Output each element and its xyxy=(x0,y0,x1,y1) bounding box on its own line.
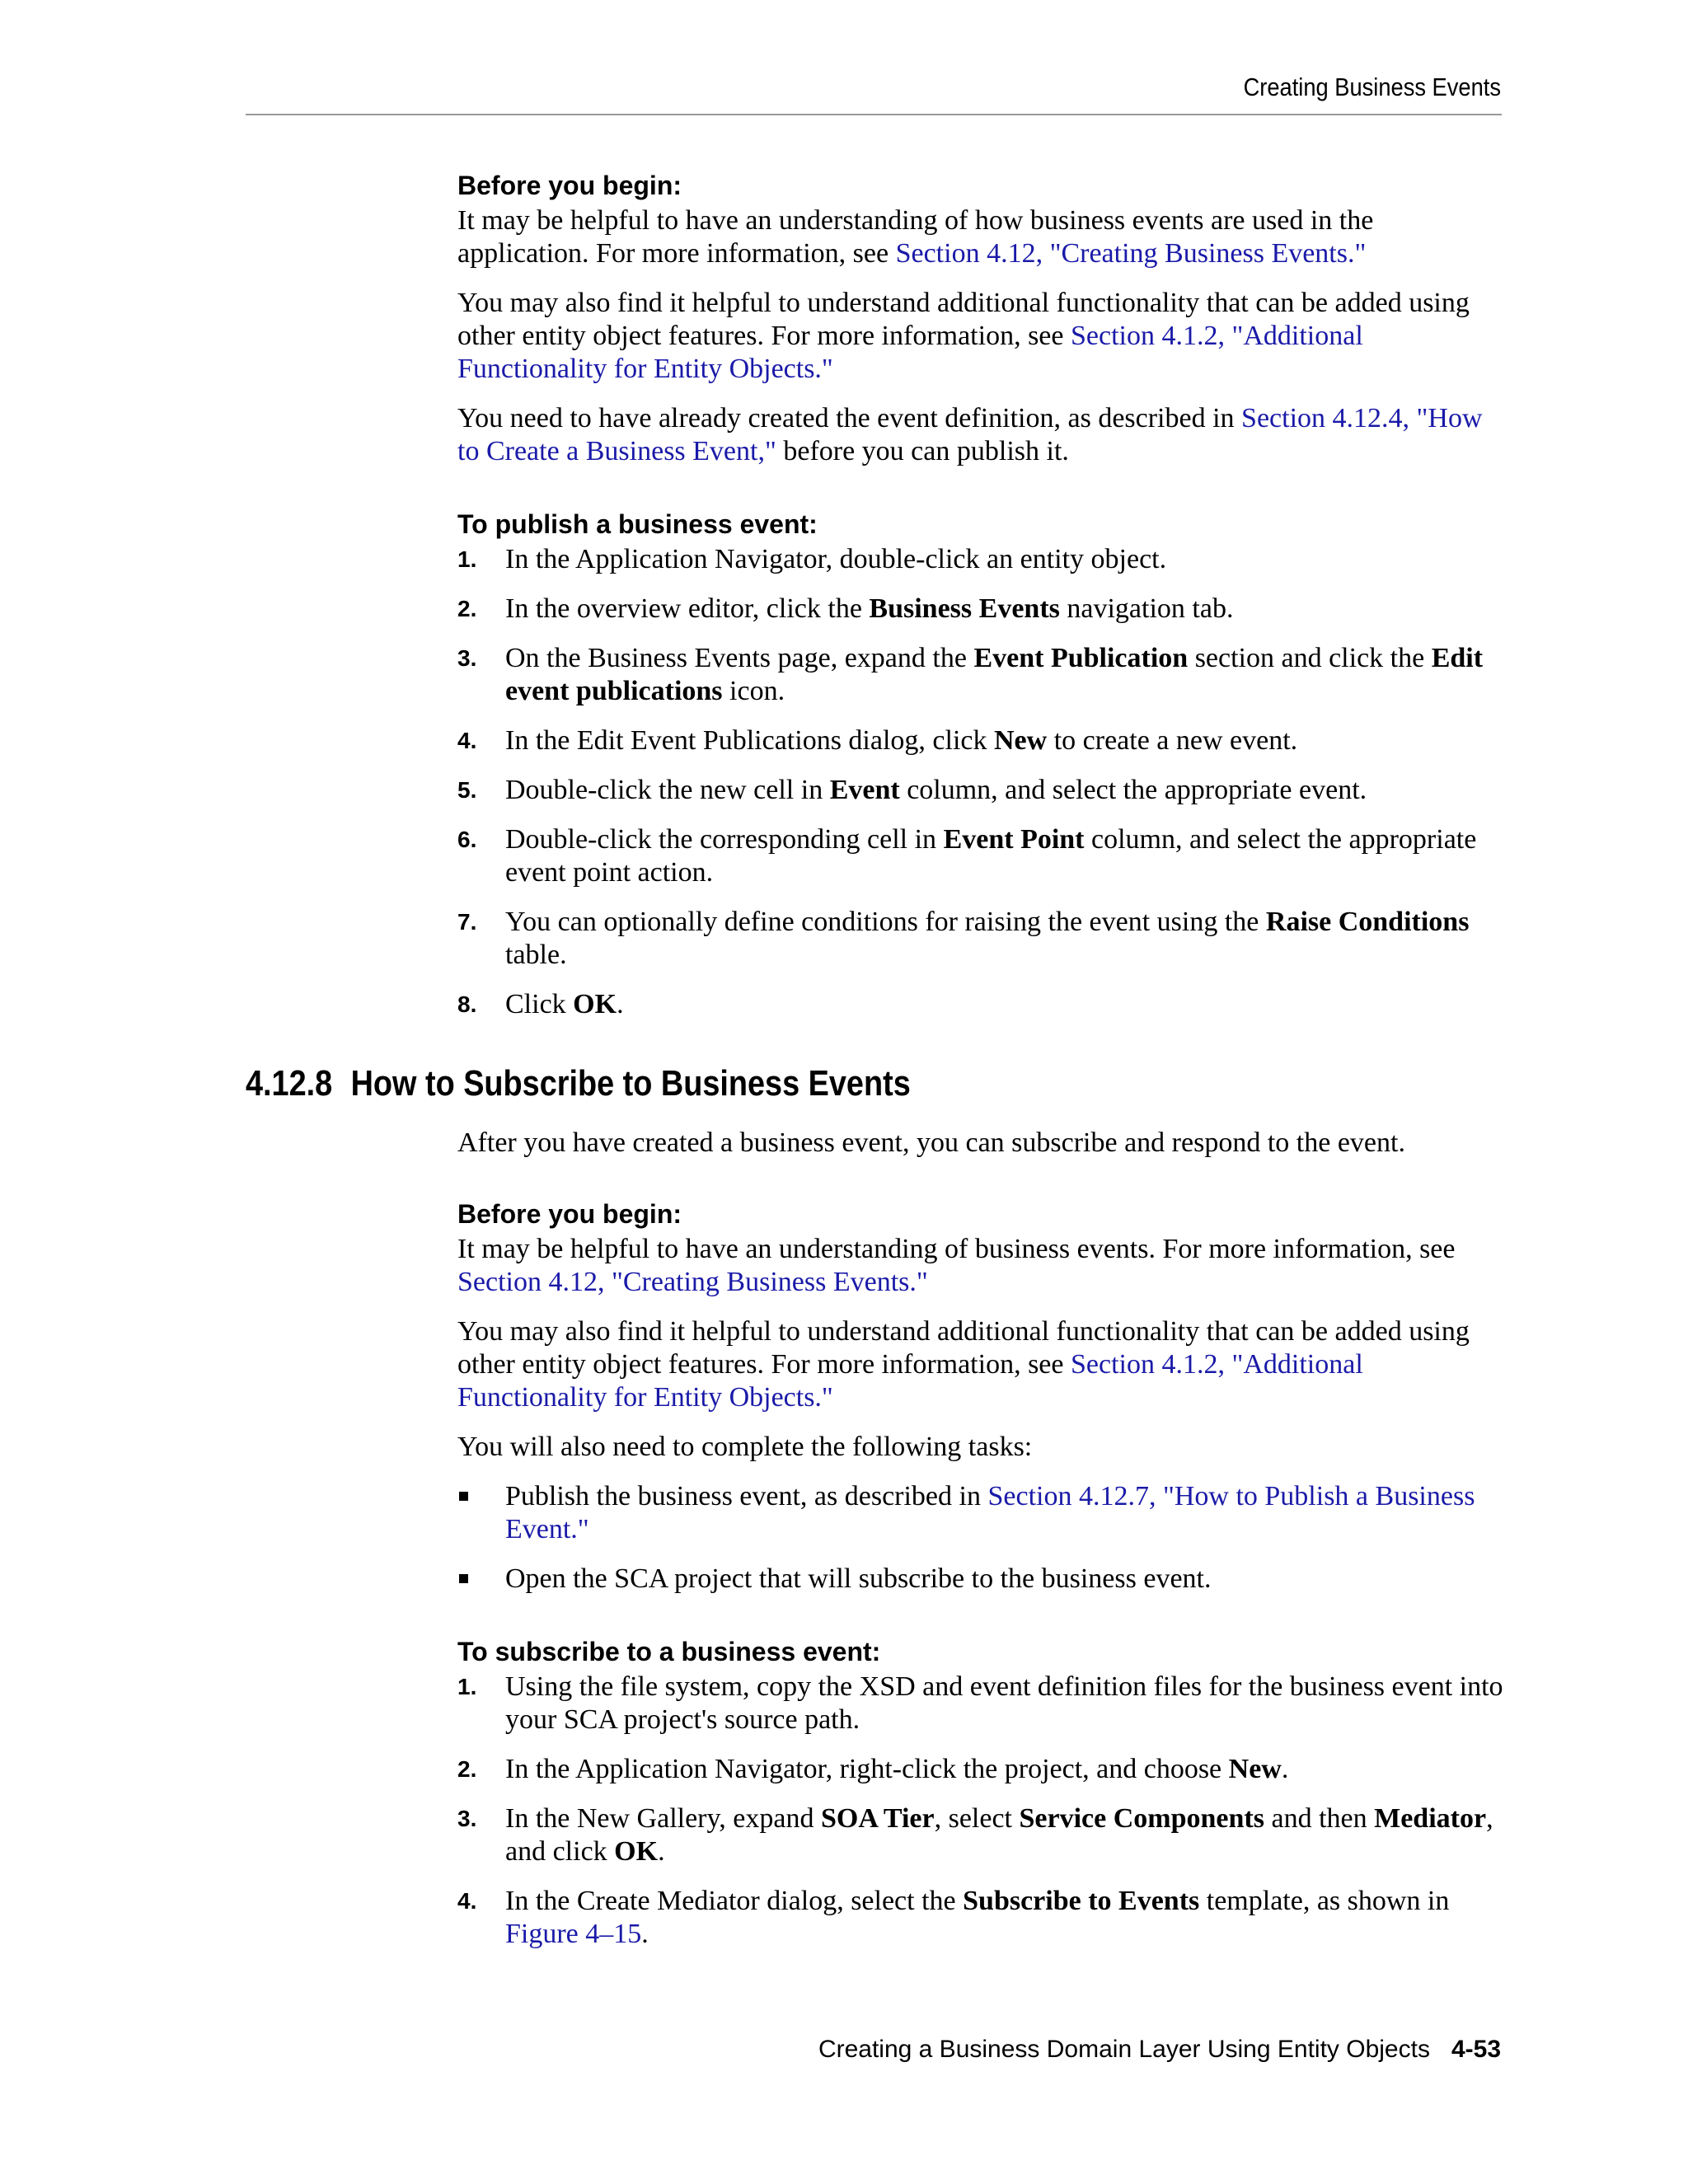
list-item: 3. In the New Gallery, expand SOA Tier, select Service Components and then Mediator, and click OK. xyxy=(457,1803,1493,1867)
before-you-begin-heading: Before you begin: xyxy=(457,171,682,200)
list-item: 2. In the overview editor, click the Business Events navigation tab. xyxy=(457,593,1234,624)
list-item: 4. In the Create Mediator dialog, select the Subscribe to Events template, as shown in Figure 4–15. xyxy=(457,1886,1450,1949)
paragraph: You need to have already created the event definition, as described in Section 4.12.4, "How to Create a Business Event," before you can publish it. xyxy=(457,403,1483,466)
bullet-icon xyxy=(459,1574,468,1583)
list-item: Publish the business event, as described in Section 4.12.7, "How to Publish a Business Event." xyxy=(457,1480,1504,1546)
list-item: 6. Double-click the corresponding cell in Event Point column, and select the appropriate event point action. xyxy=(457,824,1477,888)
paragraph: You will also need to complete the following tasks: xyxy=(457,1432,1033,1462)
list-item: 7. You can optionally define conditions for raising the event using the Raise Conditions table. xyxy=(457,907,1470,970)
publish-steps xyxy=(457,543,1504,1021)
section-title: How to Subscribe to Business Events xyxy=(350,1063,911,1104)
list-item: 1. In the Application Navigator, double-click an entity object. xyxy=(457,544,1167,574)
page-footer xyxy=(818,2036,1501,2064)
list-item: 5. Double-click the new cell in Event column, and select the appropriate event. xyxy=(457,775,1367,805)
section-heading xyxy=(246,1063,911,1104)
subscribe-section xyxy=(457,1127,1504,1967)
list-item: 4. In the Edit Event Publications dialog, click New to create a new event. xyxy=(457,725,1298,756)
subscribe-steps xyxy=(457,1671,1504,1951)
procedure-heading: To publish a business event: xyxy=(457,509,818,539)
figure-link[interactable]: Figure 4–15 xyxy=(505,1919,642,1949)
list-item: Open the SCA project that will subscribe to the business event. xyxy=(457,1563,1504,1596)
page-number: 4-53 xyxy=(1451,2036,1501,2063)
list-item: 1. Using the file system, copy the XSD and event definition files for the business event into your SCA project's source path. xyxy=(457,1671,1503,1735)
section-link[interactable]: Section 4.12.4, "How to Create a Business Event," xyxy=(457,403,1483,466)
procedure-heading: To subscribe to a business event: xyxy=(457,1637,881,1666)
section-link[interactable]: Section 4.12, "Creating Business Events." xyxy=(457,1267,928,1297)
paragraph: You may also find it helpful to understand additional functionality that can be added using other entity object features. For more information, see Section 4.1.2, "Additional Functionality for Entity Objects." xyxy=(457,1316,1470,1413)
paragraph: You may also find it helpful to understand additional functionality that can be added using other entity object features. For more information, see Section 4.1.2, "Additional Functionality for Entity Objects." xyxy=(457,288,1470,384)
section-link[interactable]: Section 4.12, "Creating Business Events." xyxy=(895,238,1367,269)
list-item: 3. On the Business Events page, expand the Event Publication section and click the Edit event publications icon. xyxy=(457,643,1484,706)
footer-chapter-title: Creating a Business Domain Layer Using Entity Objects xyxy=(818,2036,1430,2063)
before-you-begin-heading: Before you begin: xyxy=(457,1199,682,1229)
paragraph: It may be helpful to have an understanding of how business events are used in the application. For more information, see Section 4.12, "Creating Business Events." xyxy=(457,205,1374,269)
paragraph: It may be helpful to have an understanding of business events. For more information, see Section 4.12, "Creating Business Events." xyxy=(457,1234,1456,1297)
section-intro: After you have created a business event, you can subscribe and respond to the event. xyxy=(457,1127,1405,1158)
section-number: 4.12.8 xyxy=(246,1063,333,1104)
bullet-icon xyxy=(459,1492,468,1501)
section-link[interactable]: Section 4.1.2, "Additional Functionality for Entity Objects." xyxy=(457,321,1363,384)
task-list xyxy=(457,1480,1504,1596)
publish-section xyxy=(457,169,1504,1038)
list-item: 2. In the Application Navigator, right-click the project, and choose New. xyxy=(457,1754,1289,1784)
running-header: Creating Business Events xyxy=(1243,73,1501,101)
list-item: 8. Click OK. xyxy=(457,989,624,1019)
section-link[interactable]: Section 4.12.7, "How to Publish a Business Event." xyxy=(505,1481,1475,1544)
section-link[interactable]: Section 4.1.2, "Additional Functionality for Entity Objects." xyxy=(457,1349,1363,1413)
header-rule xyxy=(246,114,1502,115)
